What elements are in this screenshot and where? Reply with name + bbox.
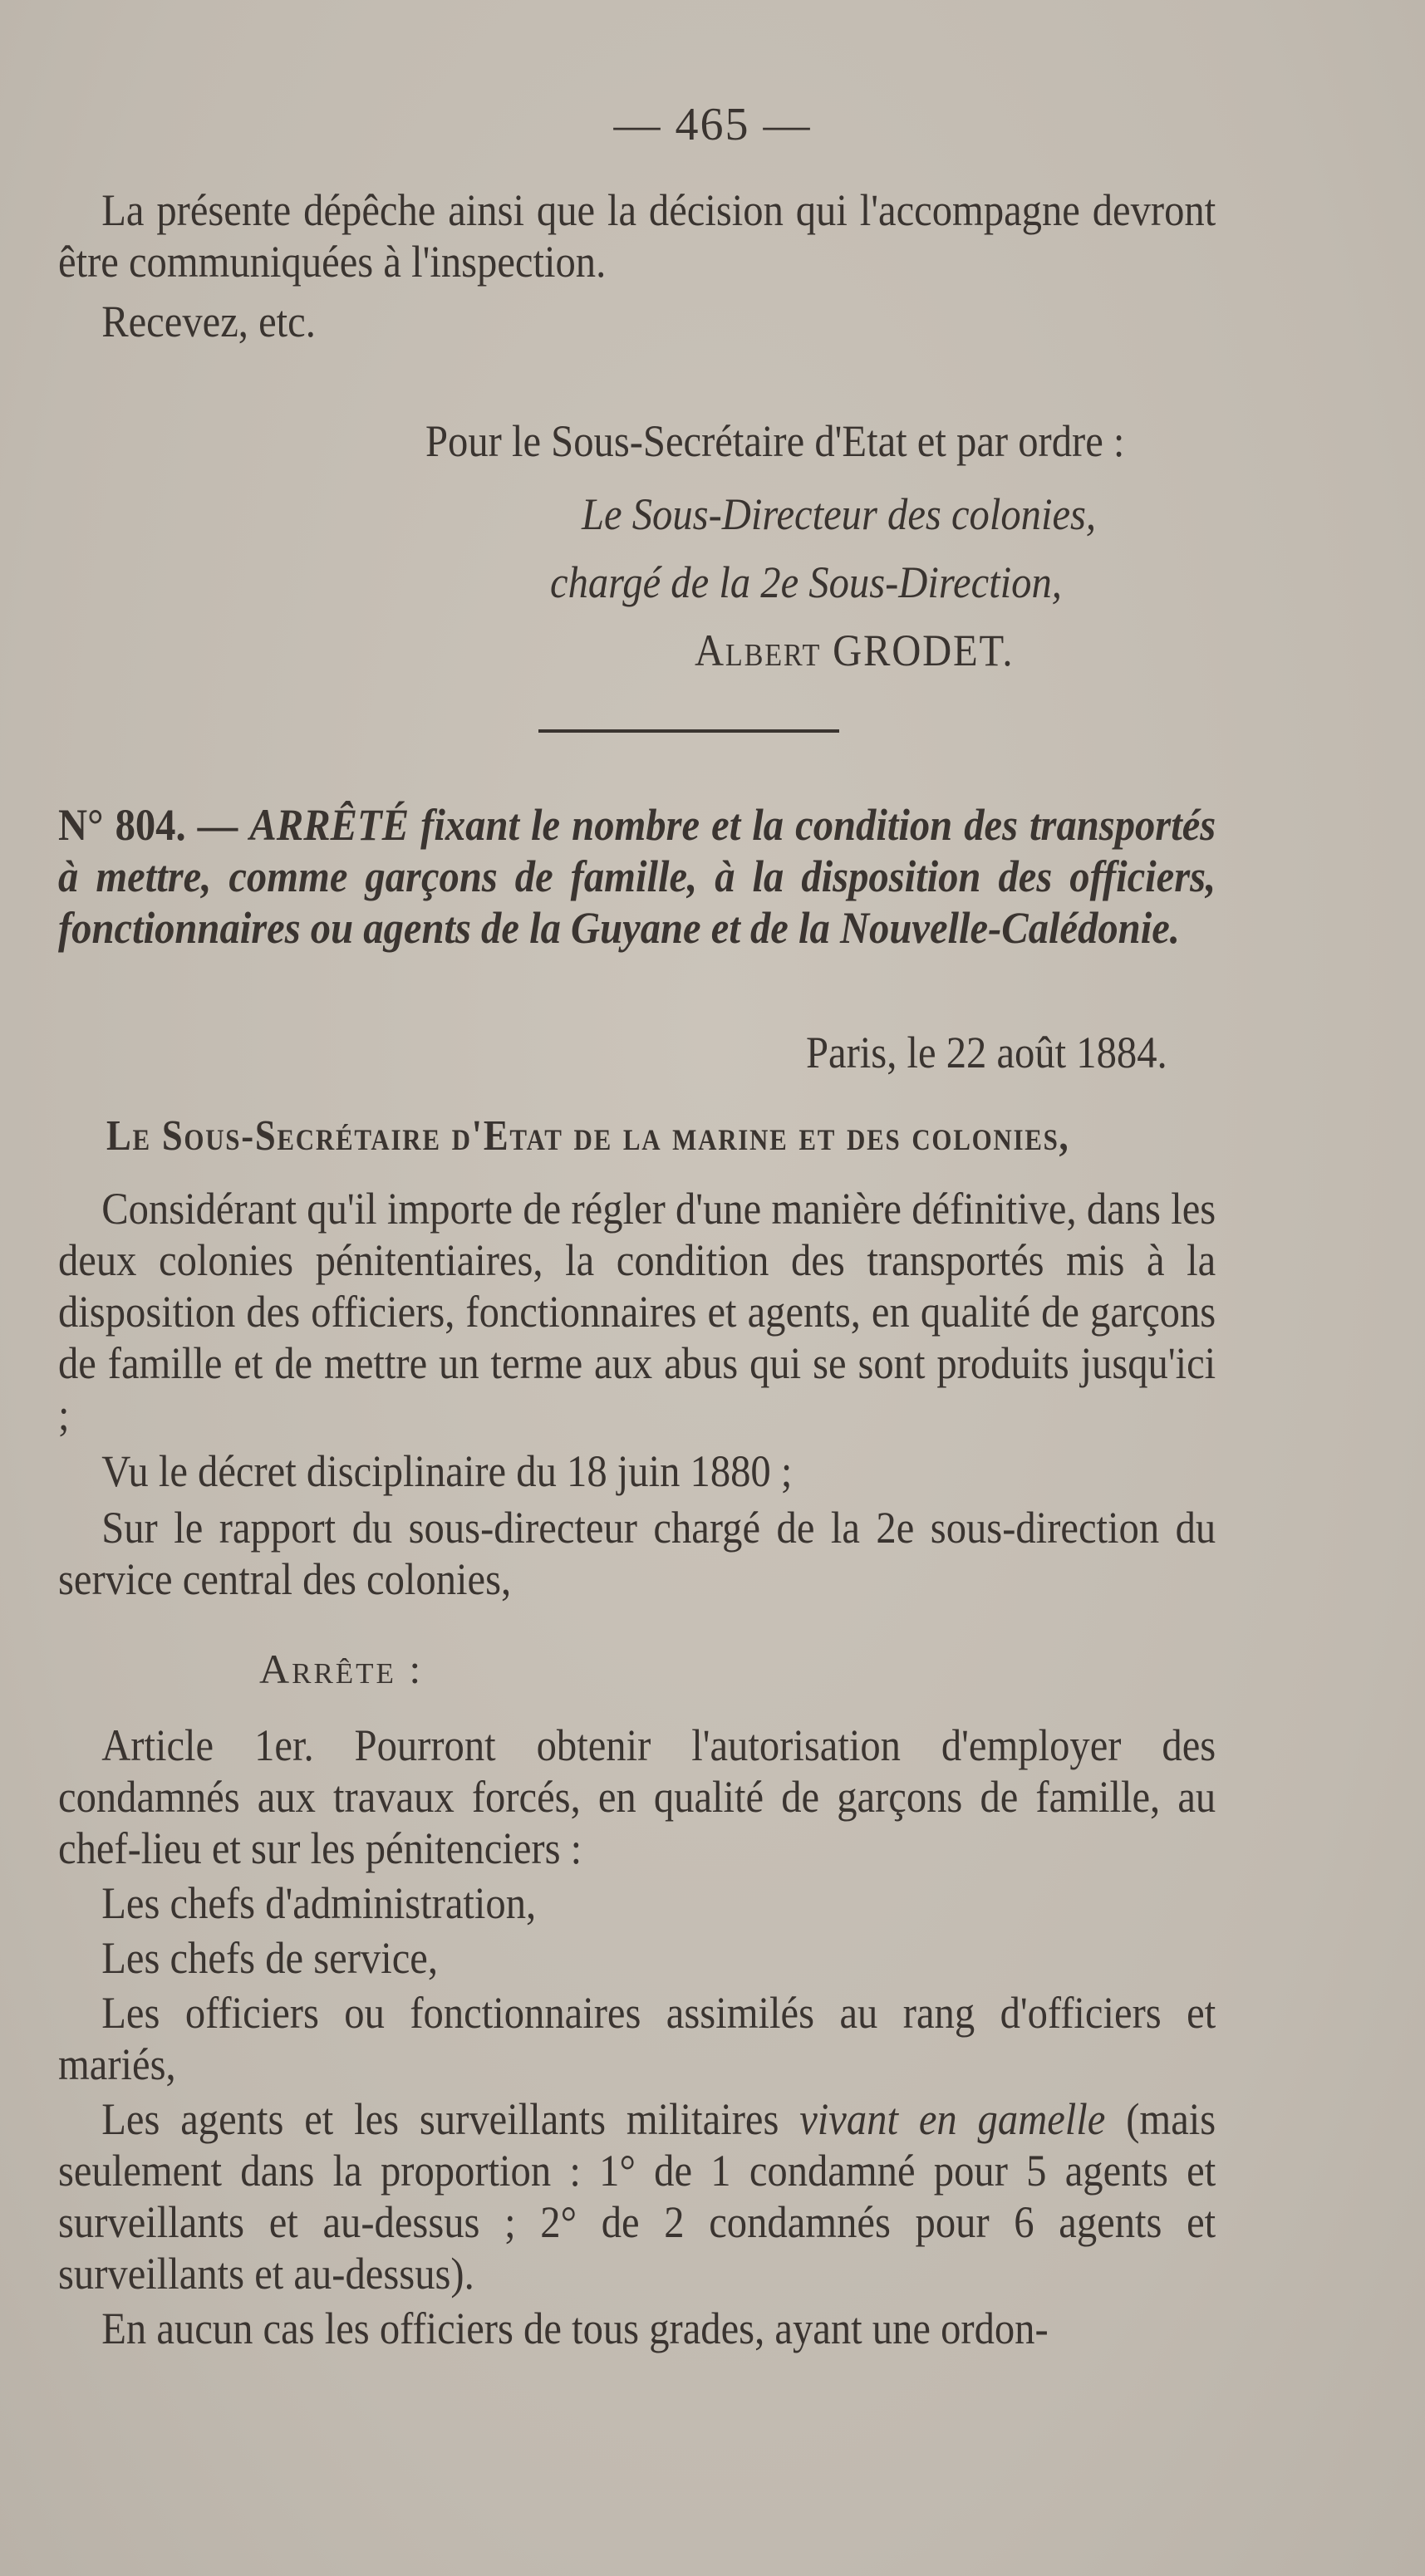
recevez-line: Recevez, etc.	[101, 297, 316, 346]
signature-title-1: Le Sous-Directeur des colonies,	[582, 489, 1097, 539]
signature-title-2: chargé de la 2e Sous-Direction,	[550, 557, 1062, 607]
page-number: — 465 —	[613, 99, 812, 150]
preamble-block	[58, 1183, 1216, 1605]
arrete-label: Arrête :	[259, 1646, 424, 1692]
intro-block	[58, 184, 1216, 347]
item-agents-pre: Les agents et les surveillants militaires	[101, 2094, 779, 2144]
considerant-paragraph: Considérant qu'il importe de régler d'une manière définitive, dans les deux colonies pénitentiaires, la condition des transportés mis à la disposition des officiers, fonctionnaires et agents, en qualité de garçons de famille et de mettre un terme aux abus qui se sont produits jusqu'ici ;	[58, 1184, 1216, 1440]
article-1: Article 1er. Pourront obtenir l'autorisation d'employer des condamnés aux travaux forcés, en qualité de garçons de famille, au chef-lieu et sur les pénitenciers :	[58, 1720, 1216, 1873]
decree-title-text: ARRÊTÉ fixant le nombre et la condition des transportés à mettre, comme garçons de famille, à la disposition des officiers, fonctionnaires ou agents de la Guyane et de la Nouvelle-Calédonie.	[58, 800, 1216, 953]
item-agents-post: (mais seulement dans la proportion : 1° de 1 condamné pour 5 agents et surveillants et au-dessus ; 2° de 2 condamnés pour 6 agents et surveillants et au-dessus).	[58, 2094, 1216, 2299]
item-agents	[58, 2093, 1216, 2299]
decree-date: Paris, le 22 août 1884.	[806, 1028, 1167, 1077]
item-chefs-service: Les chefs de service,	[101, 1933, 439, 1983]
intro-paragraph: La présente dépêche ainsi que la décision qui l'accompagne devront être communiquées à l'inspection.	[58, 185, 1216, 287]
item-officiers: Les officiers ou fonctionnaires assimilés au rang d'officiers et mariés,	[58, 1988, 1216, 2089]
vu-paragraph: Vu le décret disciplinaire du 18 juin 1880 ;	[101, 1446, 793, 1496]
article-block	[58, 1720, 1216, 2354]
sur-paragraph: Sur le rapport du sous-directeur chargé de la 2e sous-direction du service central des colonies,	[58, 1503, 1216, 1604]
separator-rule	[538, 729, 839, 733]
item-agents-italic: vivant en gamelle	[799, 2094, 1106, 2144]
decree-title	[58, 799, 1216, 954]
last-paragraph: En aucun cas les officiers de tous grades, ayant une ordon-	[101, 2304, 1049, 2353]
decree-heading: Le Sous-Secrétaire d'Etat de la marine et des colonies,	[106, 1112, 1070, 1160]
signature-pour: Pour le Sous-Secrétaire d'Etat et par ordre :	[425, 416, 1125, 466]
decree-number: N° 804. —	[58, 800, 238, 850]
signature-name: Albert GRODET.	[695, 626, 1015, 675]
item-chefs-administration: Les chefs d'administration,	[101, 1878, 537, 1928]
